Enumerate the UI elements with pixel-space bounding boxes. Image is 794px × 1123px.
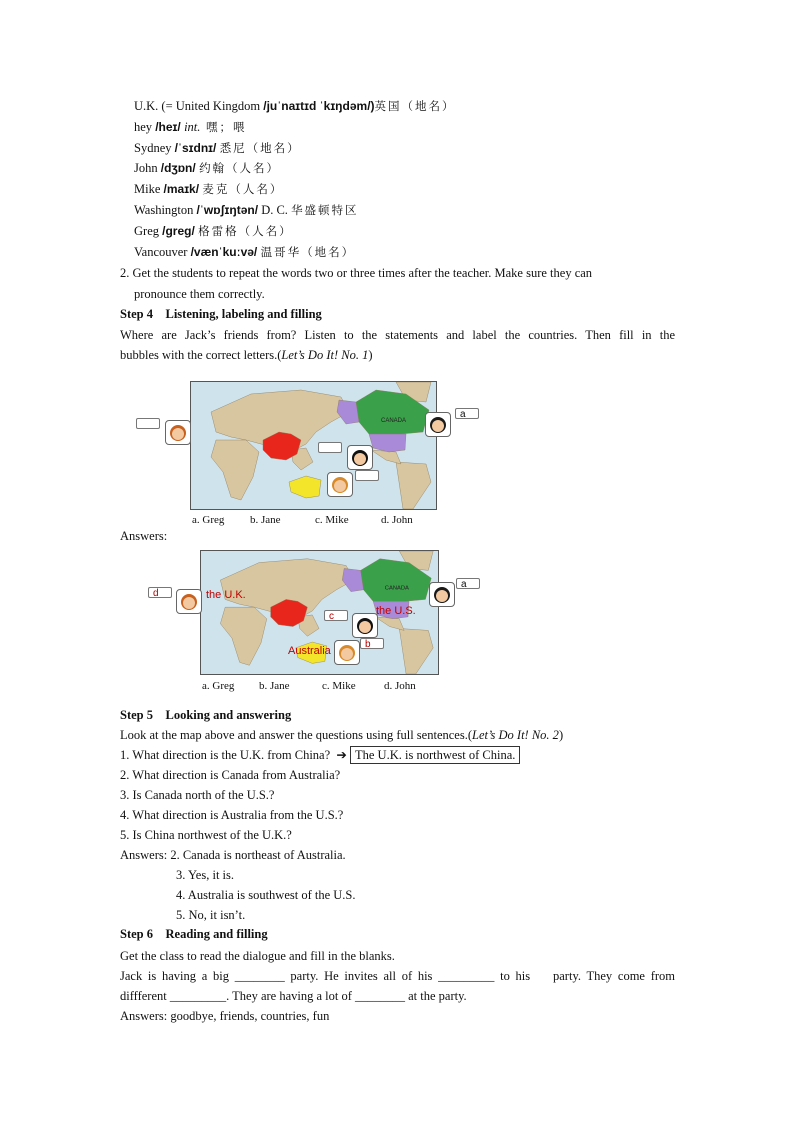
face-icon [430, 583, 454, 606]
world-map-exercise [190, 381, 437, 510]
vocab-ipa: /juˈnaɪtɪd ˈkɪŋdəm/) [263, 99, 375, 113]
face-icon [166, 421, 190, 444]
step6-answers: Answers: goodbye, friends, countries, fun [120, 1009, 330, 1023]
vocab-ipa: /ˈsɪdnɪ/ [174, 140, 220, 155]
vocab-zh: 悉尼（地名） [219, 140, 301, 155]
vocab-word: Washington [134, 203, 197, 217]
alaska-shape [337, 400, 359, 424]
vocab-zh: 约翰（人名） [199, 161, 281, 176]
name-greg: a. Greg [202, 680, 235, 692]
land-africa-shape [211, 440, 259, 500]
question-5: 5. Is China northwest of the U.K.? [120, 828, 292, 842]
vocab-item [134, 98, 456, 114]
greg-answer-bubble: d [148, 587, 172, 598]
vocab-item [134, 244, 355, 260]
step5-heading: Step 5 Looking and answering [120, 708, 292, 722]
answers-label: Answers: 2. Canada is northeast of Australia. [120, 848, 346, 862]
vocab-word: Sydney [134, 140, 175, 155]
step6-text-2: diffferent _________. They are having a lot of ________ at the party. [120, 989, 467, 1003]
name-mike: c. Mike [315, 514, 349, 526]
vocab-word: Vancouver [134, 244, 191, 259]
land-south-america-shape [399, 628, 433, 674]
john-bubble: a [455, 408, 479, 419]
face-icon [335, 641, 359, 664]
greg-avatar [165, 420, 191, 445]
question-1: 1. What direction is the U.K. from China? ➔ The U.K. is northwest of China. [120, 747, 520, 763]
greg-avatar [176, 589, 202, 614]
step6-heading: Step 6 Reading and filling [120, 927, 268, 941]
mike-blank-bubble [318, 442, 342, 453]
vocab-word: Mike [134, 182, 164, 197]
vocab-ipa: /heɪ/ [155, 119, 185, 134]
step5-intro: Look at the map above and answer the questions using full sentences.(Let’s Do It! No. 2) [120, 728, 564, 742]
jane-avatar [327, 472, 353, 497]
face-icon [353, 614, 377, 637]
alaska-shape [342, 568, 363, 591]
vocab-zh: 嘿；喂 [200, 119, 247, 134]
face-icon [177, 590, 201, 613]
name-jane: b. Jane [259, 680, 290, 692]
step4-text-2: bubbles with the correct letters.(Let’s Do It! No. 1) [120, 348, 373, 362]
vocab-item [134, 202, 359, 218]
step6-text: Jack is having a big ________ party. He invites all of his _________ to his party. They come from [120, 969, 675, 983]
john-avatar [429, 582, 455, 607]
answer-australia: Australia [288, 645, 331, 657]
vocab-word: John [134, 161, 161, 176]
vocab-zh: 格雷格（人名） [198, 223, 293, 238]
vocab-item [134, 181, 283, 197]
vocab-word: Greg [134, 223, 163, 238]
instruction-2-cont: pronounce them correctly. [134, 287, 265, 301]
australia-shape [289, 476, 321, 498]
land-central-america-shape [375, 617, 404, 631]
step6-intro: Get the class to read the dialogue and fill in the blanks. [120, 949, 395, 963]
vocab-extra: D. C. [258, 203, 292, 217]
greg-blank-bubble [136, 418, 160, 429]
vocab-word: hey [134, 119, 156, 134]
mike-avatar [352, 613, 378, 638]
step4-heading: Step 4 Listening, labeling and filling [120, 307, 322, 321]
vocab-item [134, 160, 280, 176]
name-mike: c. Mike [322, 680, 356, 692]
vocab-ipa: /greg/ [162, 223, 199, 238]
face-icon [328, 473, 352, 496]
vocab-zh: 麦克（人名） [202, 182, 284, 197]
name-john: d. John [381, 514, 413, 526]
jane-blank-bubble [355, 470, 379, 481]
vocab-ipa: /maɪk/ [163, 182, 203, 197]
john-answer-bubble: a [456, 578, 480, 589]
answer-3: 3. Yes, it is. [176, 868, 235, 882]
map-label-canada: CANADA [381, 418, 407, 424]
name-greg: a. Greg [192, 514, 225, 526]
answers-label: Answers: [120, 529, 168, 543]
mike-answer-bubble: c [324, 610, 348, 621]
question-3: 3. Is Canada north of the U.S.? [120, 788, 275, 802]
question-2: 2. What direction is Canada from Australia? [120, 768, 341, 782]
vocab-ipa: /vænˈkuːvə/ [190, 244, 261, 259]
land-africa-shape [220, 607, 266, 665]
step4-text: Where are Jack’s friends from? Listen to the statements and label the countries. Then fill in the [120, 328, 675, 342]
vocab-item [134, 119, 247, 135]
vocab-word: U.K. (= United Kingdom [134, 99, 264, 113]
question-4: 4. What direction is Australia from the U.S.? [120, 808, 344, 822]
jane-answer-bubble: b [360, 638, 384, 649]
name-john: d. John [384, 680, 416, 692]
land-central-america-shape [371, 450, 401, 464]
instruction-2: 2. Get the students to repeat the words two or three times after the teacher. Make sure they can [120, 266, 593, 280]
answer-1-box: The U.K. is northwest of China. [350, 746, 520, 764]
arrow-icon: ➔ [336, 748, 347, 762]
vocab-ipa: /dʒɒn/ [160, 161, 200, 176]
vocab-ipa: /ˈwɒʃɪŋtən/ [196, 203, 259, 217]
name-jane: b. Jane [250, 514, 281, 526]
vocab-item [134, 223, 293, 239]
answer-us: the U.S. [376, 605, 416, 617]
usa-shape [369, 434, 406, 452]
vocab-zh: 温哥华（地名） [260, 244, 356, 259]
vocab-item [134, 140, 301, 156]
jane-avatar [334, 640, 360, 665]
land-south-america-shape [396, 462, 431, 509]
answer-5: 5. No, it isn’t. [176, 908, 246, 922]
vocab-pos: int. [184, 119, 201, 134]
face-icon [348, 446, 372, 469]
face-icon [426, 413, 450, 436]
john-avatar [425, 412, 451, 437]
vocab-zh: 英国（地名） [374, 99, 456, 113]
map-label-canada: CANADA [384, 585, 409, 592]
vocab-zh: 华盛顿特区 [291, 203, 359, 217]
answer-uk: the U.K. [206, 589, 246, 601]
answer-4: 4. Australia is southwest of the U.S. [176, 888, 356, 902]
mike-avatar [347, 445, 373, 470]
